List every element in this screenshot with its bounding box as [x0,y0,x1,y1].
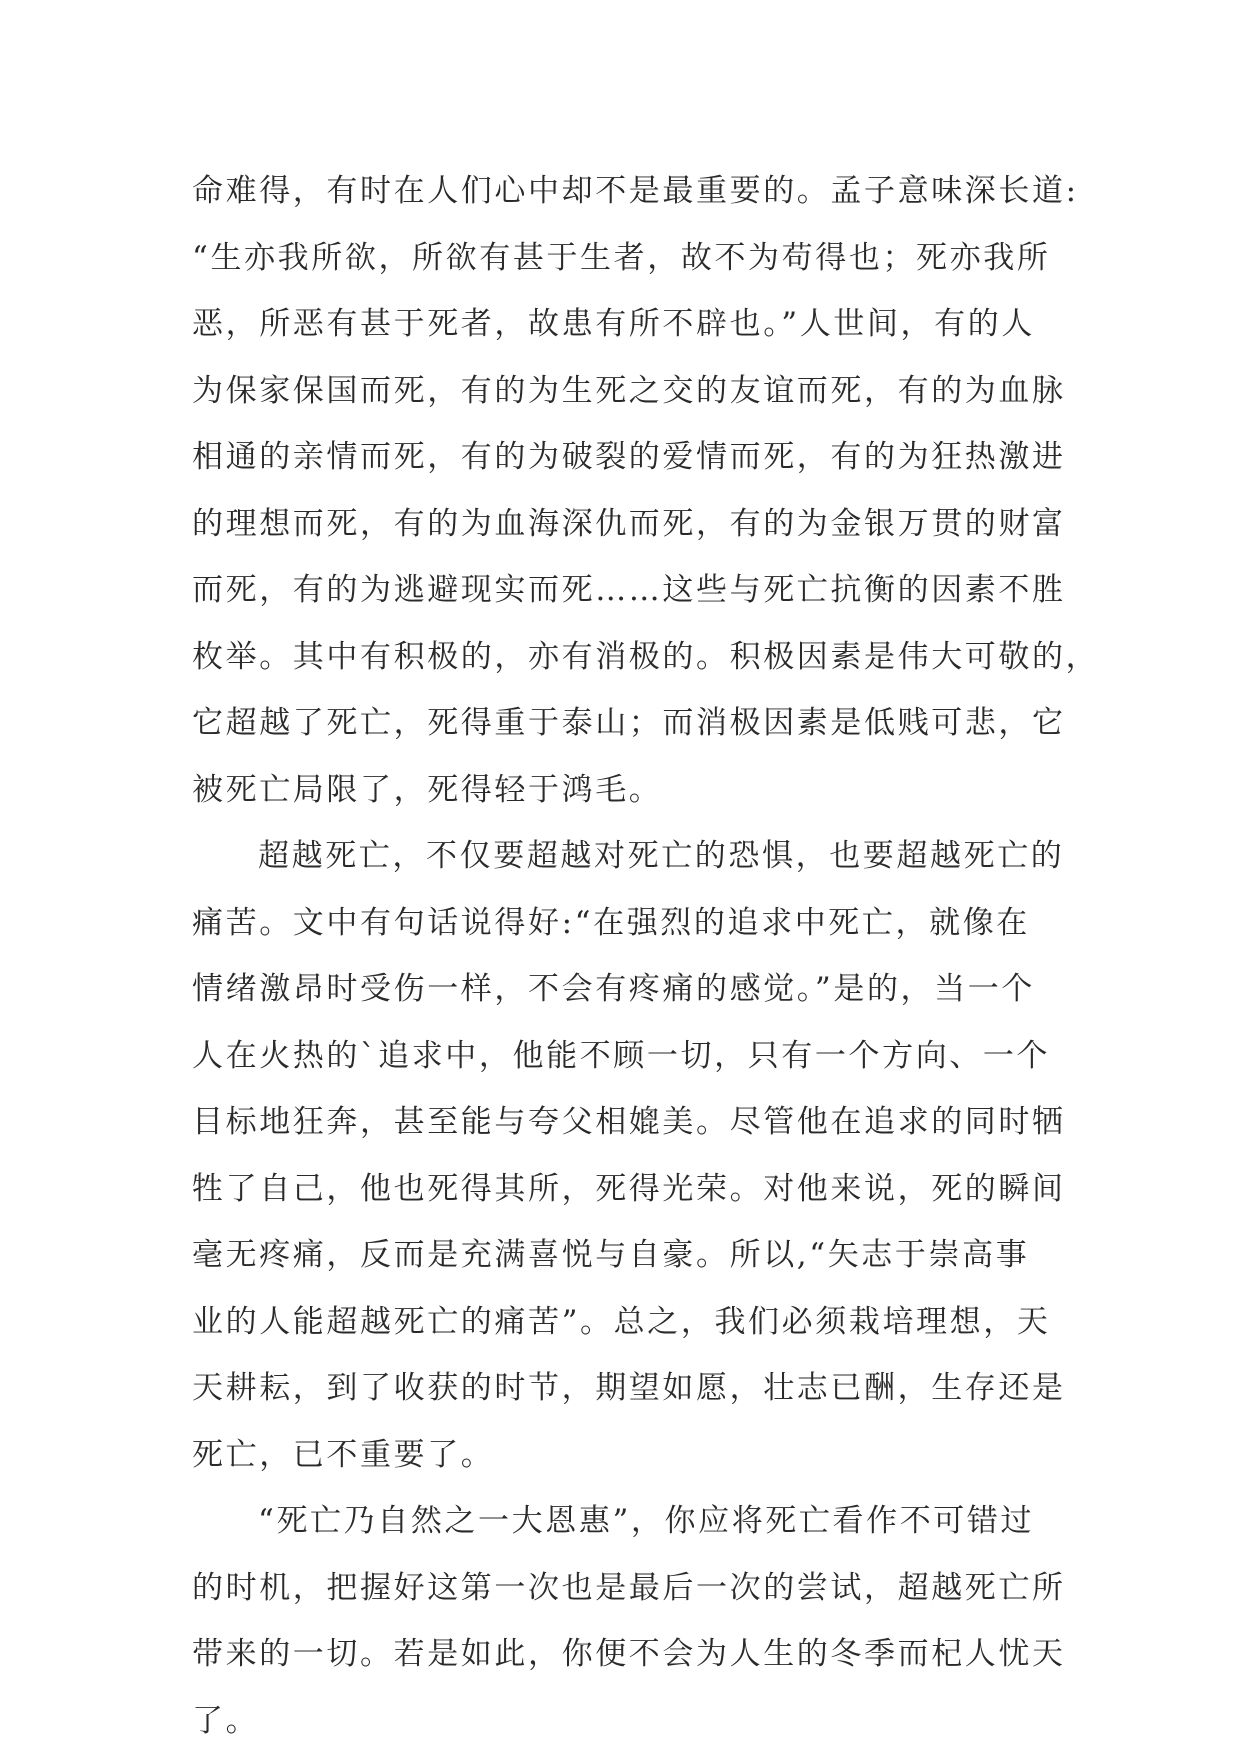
text-line: 而死，有的为逃避现实而死……这些与死亡抗衡的因素不胜 [192,572,1066,608]
paragraph-2 [192,823,1066,1488]
text-line: “生亦我所欲，所欲有甚于生者，故不为苟得也；死亦我所 [192,239,1051,276]
text-line: 相通的亲情而死，有的为破裂的爱情而死，有的为狂热激进 [192,439,1066,475]
text-line: 了。 [192,1702,260,1739]
text-line: 目标地狂奔，甚至能与夸父相媲美。尽管他在追求的同时牺 [192,1104,1066,1140]
text-line: 的理想而死，有的为血海深仇而死，有的为金银万贯的财富 [192,505,1066,542]
text-line: 命难得，有时在人们心中却不是最重要的。孟子意味深长道: [192,173,1079,209]
text-line: 恶，所恶有甚于死者，故患有所不辟也。”人世间，有的人 [192,306,1035,342]
text-line: 的时机，把握好这第一次也是最后一次的尝试，超越死亡所 [192,1569,1066,1606]
text-line: 为保家保国而死，有的为生死之交的友谊而死，有的为血脉 [192,372,1066,409]
text-line: 它超越了死亡，死得重于泰山；而消极因素是低贱可悲，它 [192,705,1066,741]
text-line: 枚举。其中有积极的，亦有消极的。积极因素是伟大可敬的， [192,638,1100,675]
text-line: 痛苦。文中有句话说得好:“在强烈的追求中死亡，就像在 [192,904,1030,941]
body-text [192,158,1100,1754]
text-line: 超越死亡，不仅要超越对死亡的恐惧，也要超越死亡的 [258,838,1065,874]
text-line: 情绪激昂时受伤一样，不会有疼痛的感觉。”是的，当一个 [192,971,1035,1007]
text-line: 牲了自己，他也死得其所，死得光荣。对他来说，死的瞬间 [192,1170,1066,1207]
text-line: 人在火热的`追求中，他能不顾一切，只有一个方向、一个 [192,1037,1051,1074]
text-line: “死亡乃自然之一大恩惠”，你应将死亡看作不可错过 [258,1503,1035,1539]
paragraph-3 [192,1488,1066,1754]
text-line: 带来的一切。若是如此，你便不会为人生的冬季而杞人忧天 [192,1636,1066,1672]
paragraph-1 [192,158,1100,823]
text-line: 死亡，已不重要了。 [192,1436,495,1473]
text-line: 业的人能超越死亡的痛苦”。总之，我们必须栽培理想，天 [192,1303,1051,1340]
text-line: 毫无疼痛，反而是充满喜悦与自豪。所以,“矢志于崇高事 [192,1237,1030,1273]
text-line: 天耕耘，到了收获的时节，期望如愿，壮志已酬，生存还是 [192,1370,1066,1406]
text-line: 被死亡局限了，死得轻于鸿毛。 [192,771,663,808]
